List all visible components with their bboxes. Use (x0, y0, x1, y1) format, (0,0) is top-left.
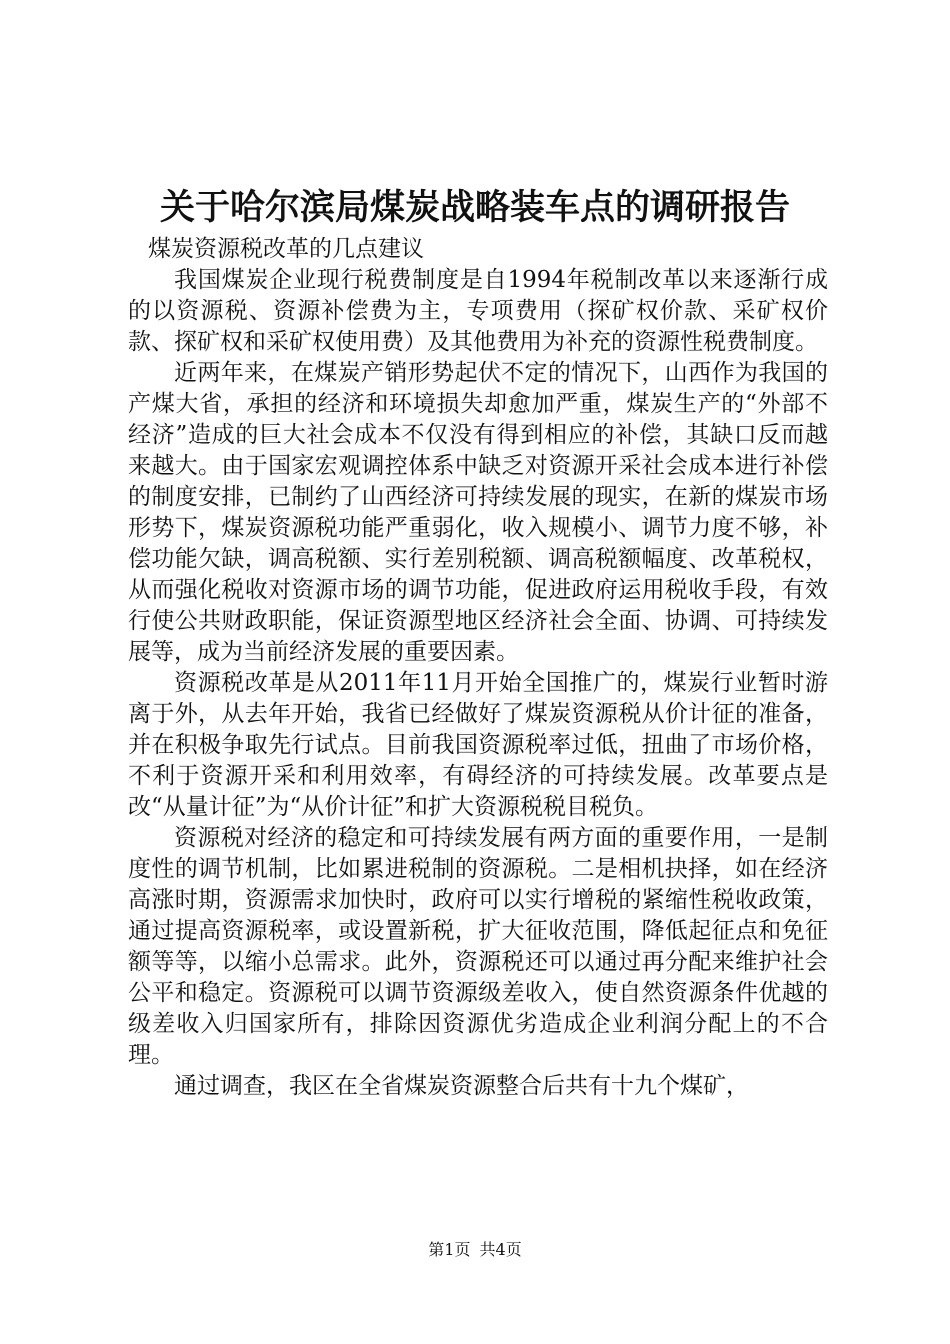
document-subtitle: 煤炭资源税改革的几点建议 (148, 236, 424, 262)
paragraph-5: 通过调查，我区在全省煤炭资源整合后共有十九个煤矿， (174, 1073, 749, 1099)
document-body (128, 234, 828, 1102)
paragraph-1: 我国煤炭企业现行税费制度是自1994年税制改革以来逐渐行成的以资源税、资源补偿费为主，专项费用（探矿权价款、采矿权价款、探矿权和采矿权使用费）及其他费用为补充的资源性税费制度。 (128, 267, 828, 355)
document-title: 关于哈尔滨局煤炭战略装车点的调研报告 (159, 187, 790, 228)
page-total: 共4页 (479, 1240, 522, 1259)
paragraph-3: 资源税改革是从2011年11月开始全国推广的，煤炭行业暂时游离于外，从去年开始，我省已经做好了煤炭资源税从价计征的准备，并在积极争取先行试点。目前我国资源税率过低，扭曲了市场价格，不利于资源开采和利用效率，有碍经济的可持续发展。改革要点是改“从量计征”为“从价计征”和扩大资源税税目税负。 (128, 670, 828, 820)
paragraph-4: 资源税对经济的稳定和可持续发展有两方面的重要作用，一是制度性的调节机制，比如累进税制的资源税。二是相机抉择，如在经济高涨时期，资源需求加快时，政府可以实行增税的紧缩性税收政策，通过提高资源税率，或设置新税，扩大征收范围，降低起征点和免征额等等，以缩小总需求。此外，资源税还可以通过再分配来维护社会公平和稳定。资源税可以调节资源级差收入，使自然资源条件优越的级差收入归国家所有，排除因资源优劣造成企业利润分配上的不合理。 (128, 825, 828, 1068)
page-footer (0, 1238, 950, 1262)
page-number: 第1页 (428, 1240, 471, 1259)
paragraph-2: 近两年来，在煤炭产销形势起伏不定的情况下，山西作为我国的产煤大省，承担的经济和环境损失却愈加严重，煤炭生产的“外部不经济”造成的巨大社会成本不仅没有得到相应的补偿，其缺口反而越来越大。由于国家宏观调控体系中缺乏对资源开采社会成本进行补偿的制度安排，已制约了山西经济可持续发展的现实，在新的煤炭市场形势下，煤炭资源税功能严重弱化，收入规模小、调节力度不够，补偿功能欠缺，调高税额、实行差别税额、调高税额幅度、改革税权，从而强化税收对资源市场的调节功能，促进政府运用税收手段，有效行使公共财政职能，保证资源型地区经济社会全面、协调、可持续发展等，成为当前经济发展的重要因素。 (128, 360, 828, 665)
